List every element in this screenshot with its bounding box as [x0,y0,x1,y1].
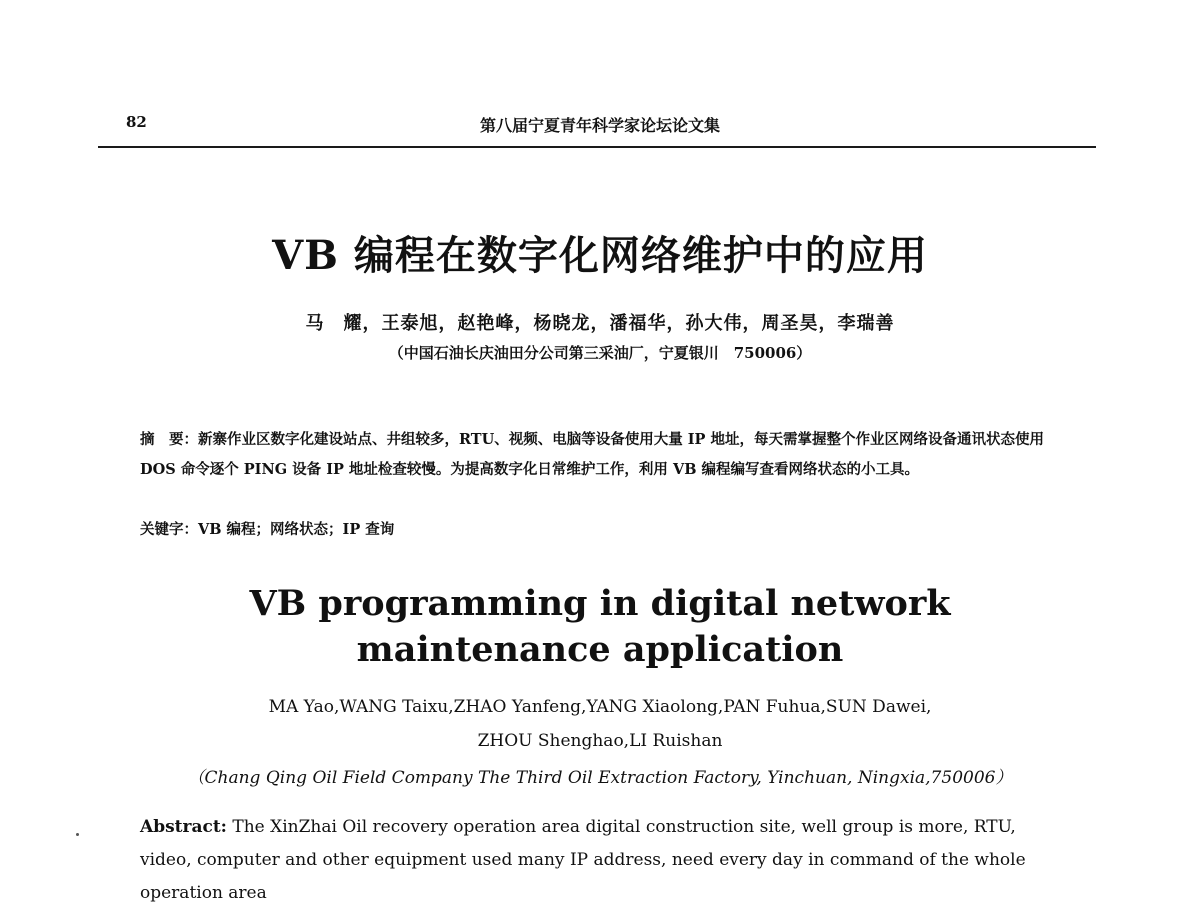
english-affiliation: （Chang Qing Oil Field Company The Third Oil Extraction Factory, Yinchuan, Ningxia,750006） [187,768,1013,788]
chinese-affiliation: （中国石油长庆油田分公司第三采油厂，宁夏银川 750006） [388,344,812,362]
english-title: VB programming in digital network maintenance application [249,583,951,670]
chinese-keywords-text: VB 编程；网络状态；IP 查询 [198,521,395,538]
header-rule [98,146,1096,148]
chinese-title: VB 编程在数字化网络维护中的应用 [272,232,928,279]
chinese-abstract [140,425,1055,485]
chinese-authors: 马 耀，王泰旭，赵艳峰，杨晓龙，潘福华，孙大伟，周圣昊，李瑞善 [305,313,895,334]
english-authors-line-1: MA Yao,WANG Taixu,ZHAO Yanfeng,YANG Xiaolong,PAN Fuhua,SUN Dawei, [268,697,932,717]
chinese-abstract-text: 新寨作业区数字化建设站点、井组较多，RTU、视频、电脑等设备使用大量 IP 地址，每天需掌握整个作业区网络设备通讯状态使用 DOS 命令逐个 PING 设备 IP 地址检查较慢。为提高数字化日常维护工作，利用 VB 编程编写查看网络状态的小工具。 [140,431,1045,478]
english-authors-line-2: ZHOU Shenghao,LI Ruishan [477,731,723,751]
chinese-keywords-label: 关键字： [140,521,198,538]
scan-speck [76,833,79,836]
english-abstract-text: The XinZhai Oil recovery operation area digital construction site, well group is more, RTU, video, computer and other equipment used many IP address, need every day in command of the whole operation area [140,817,1026,903]
running-header: 第八届宁夏青年科学家论坛论文集 [479,116,720,135]
page-number: 82 [126,113,147,131]
chinese-keywords [140,515,1055,545]
english-abstract-label: Abstract: [140,817,227,837]
chinese-abstract-label: 摘 要： [140,431,198,448]
english-abstract [140,811,1055,910]
